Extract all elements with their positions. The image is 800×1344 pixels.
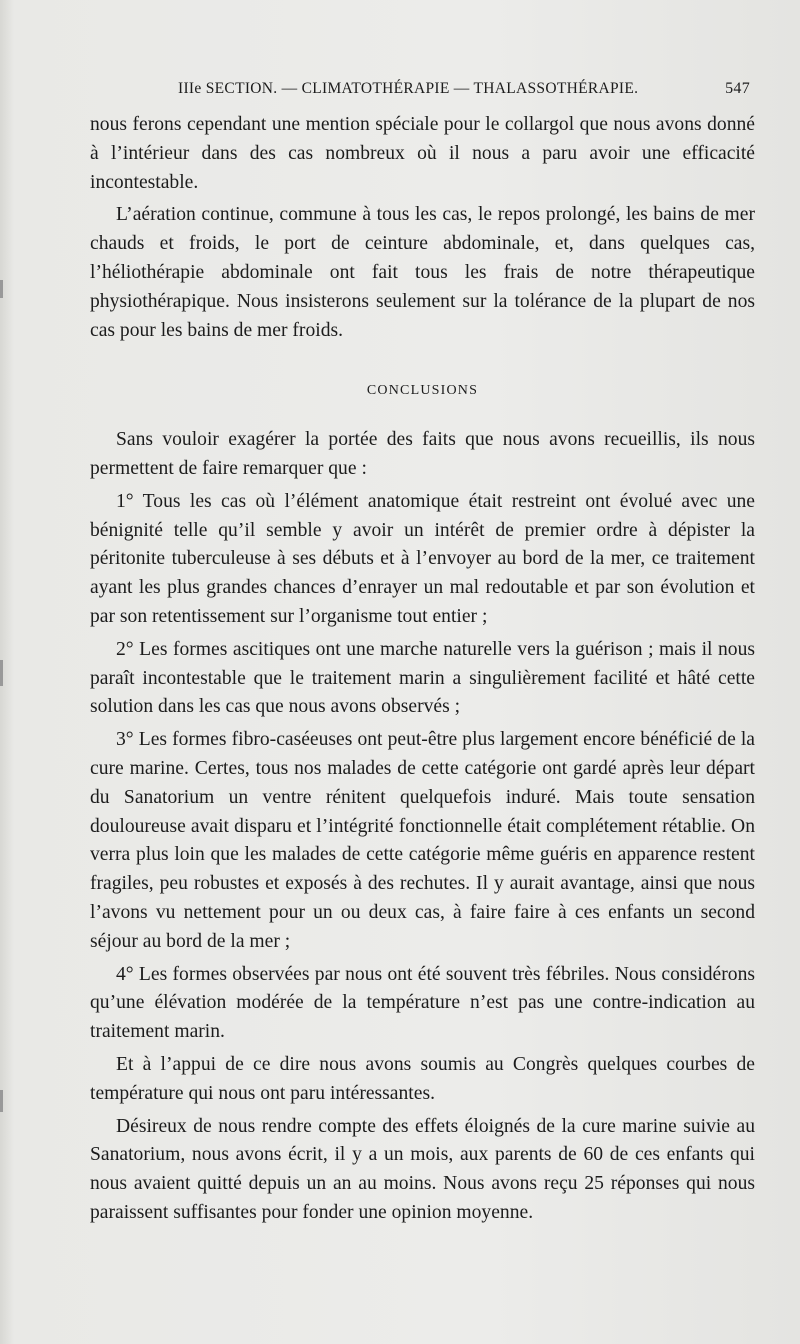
paragraph-point-2: 2° Les formes ascitiques ont une marche naturelle vers la guérison ; mais il nous paraît incontestable que le traitement marin a singulièrement facilité et hâté cette solution dans les cas que nous avons observés ; xyxy=(90,638,755,718)
paragraph-point-1: 1° Tous les cas où l’élément anatomique était restreint ont évolué avec une bénignité telle qu’il semble y avoir un intérêt de premier ordre à dépister la péritonite tuberculeuse à ses débuts et à l’envoyer au bord de la mer, ce traitement ayant les plus grandes chances d’enrayer un mal redoutable et par son évolution et par son retentissement sur l’organisme tout entier ; xyxy=(90,490,755,627)
paragraph-aeration: L’aération continue, commune à tous les cas, le repos prolongé, les bains de mer chauds et froids, le port de ceinture abdominale, et, dans quelques cas, l’héliothérapie abdominale ont fait tous les frais de notre thérapeutique physiothérapique. Nous insisterons seulement sur la tolérance de la plupart de nos cas pour les bains de mer froids. xyxy=(90,204,755,341)
scan-edge-mark xyxy=(0,1090,3,1112)
scan-edge-mark xyxy=(0,660,3,686)
main-text xyxy=(90,111,755,1232)
running-header xyxy=(178,80,750,102)
running-title: IIIe SECTION. — CLIMATOTHÉRAPIE — THALASSOTHÉRAPIE. xyxy=(178,80,639,97)
paragraph-conclusions-intro: Sans vouloir exagérer la portée des faits que nous avons recueillis, ils nous permettent de faire remarquer que : xyxy=(90,429,755,479)
paragraph-courbes: Et à l’appui de ce dire nous avons soumis au Congrès quelques courbes de température qui nous ont paru intéressantes. xyxy=(90,1053,755,1104)
paragraph-intro: nous ferons cependant une mention spéciale pour le collargol que nous avons donné à l’intérieur dans des cas nombreux où il nous a paru avoir une efficacité incontestable. xyxy=(90,114,755,193)
scan-edge-mark xyxy=(0,280,3,298)
section-heading-conclusions: CONCLUSIONS xyxy=(366,383,479,399)
paragraph-point-3: 3° Les formes fibro-caséeuses ont peut-être plus largement encore bénéficié de la cure marine. Certes, tous nos malades de cette catégorie ont gardé après leur départ du Sanatorium un ventre rénitent quelquefois induré. Mais toute sensation douloureuse avait disparu et l’intégrité fonctionnelle était complétement rétablie. On verra plus loin que les malades de cette catégorie même guéris en apparence restent fragiles, peu robustes et exposés à des rechutes. Il y aurait avantage, ainsi que nous l’avons vu nettement pour un ou deux cas, à faire faire à ces enfants un second séjour au bord de la mer ; xyxy=(90,729,755,952)
paragraph-point-4: 4° Les formes observées par nous ont été souvent très fébriles. Nous considérons qu’une élévation modérée de la température n’est pas une contre-indication au traitement marin. xyxy=(90,963,755,1043)
page-number: 547 xyxy=(725,80,750,97)
paragraph-desireux: Désireux de nous rendre compte des effets éloignés de la cure marine suivie au Sanatorium, nous avons écrit, il y a un mois, aux parents de 60 de ces enfants qui nous avaient quitté depuis un an au moins. Nous avons reçu 25 réponses qui nous paraissent suffisantes pour fonder une opinion moyenne. xyxy=(90,1115,755,1223)
